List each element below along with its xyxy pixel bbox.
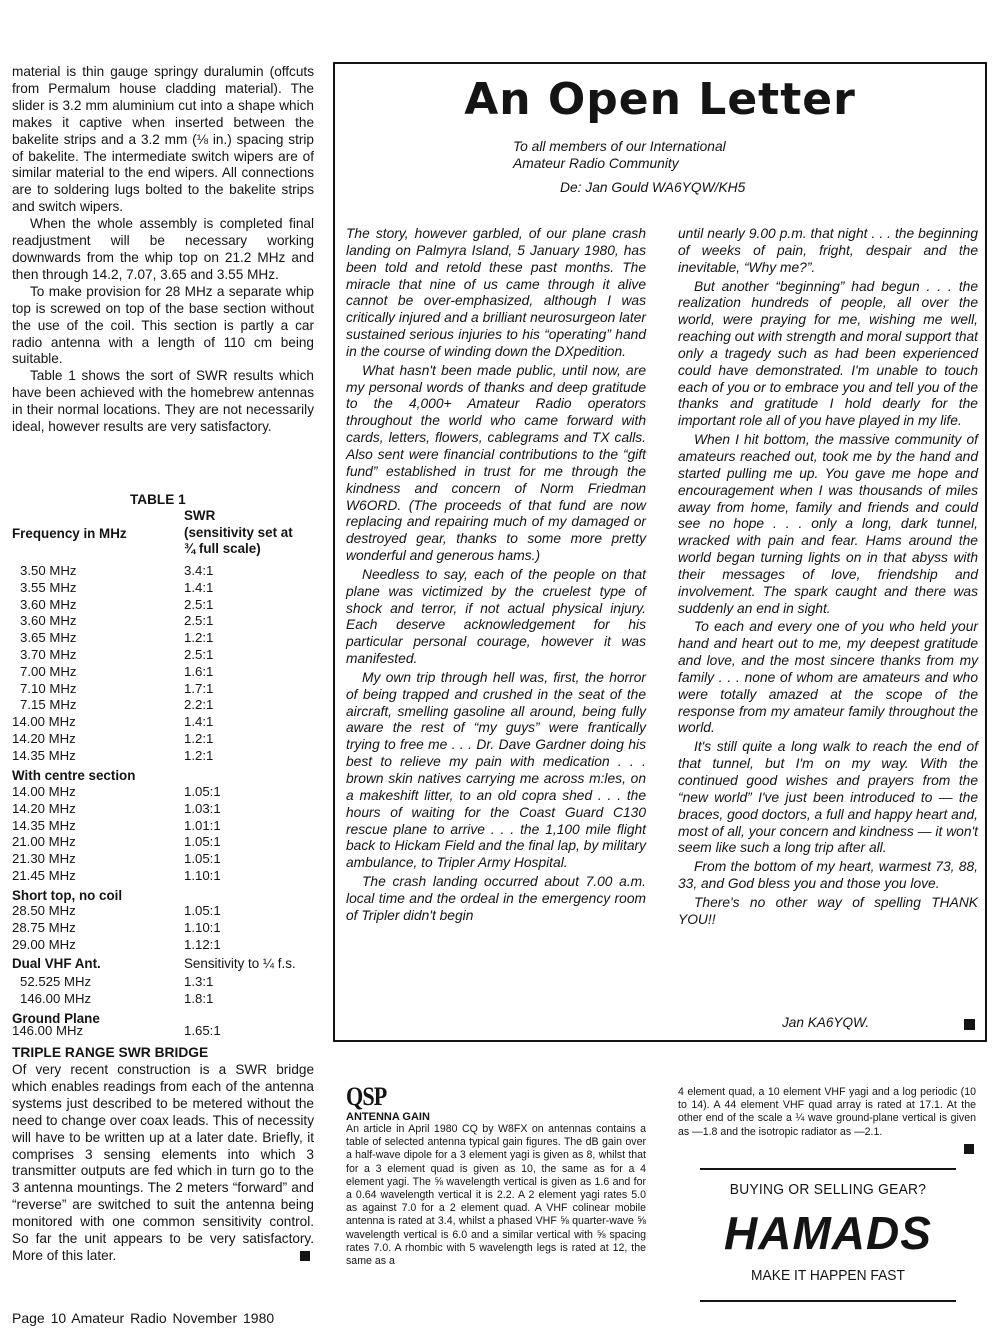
paragraph: Of very recent construction is a SWR bridge which enables readings from each of the antenna systems just described to be metered without the need to change over coax leads. This of necessity will have to be written up at a later date. Briefly, it comprises 3 sensing elements into which 3 transmitter outputs are fed which in turn go to the 3 antenna mountings. The 2 meters “forward” and “reverse” are switched to suit the antenna being monitored with one common sensitivity control. So far the unit appears to be very satisfactory. More of this later.: [12, 1062, 314, 1263]
advert-headline: HAMADS: [724, 1207, 932, 1259]
table-cell-swr: 1.05:1: [184, 834, 221, 850]
table-row: [12, 596, 312, 613]
paragraph: until nearly 9.00 p.m. that night . . . the beginning of weeks of pain, fright, despair and the inevitable, “Why me?”.: [678, 226, 978, 275]
table-cell-swr: 1.01:1: [184, 817, 221, 833]
paragraph: From the bottom of my heart, warmest 73, 88, 33, and God bless you and those you love.: [678, 859, 978, 892]
greeting-line: To all members of our International: [513, 139, 726, 154]
page-footer: Page 10 Amateur Radio November 1980: [12, 1310, 275, 1326]
table-cell-frequency: 3.50 MHz: [20, 563, 77, 578]
table-cell-swr: 1.12:1: [184, 936, 221, 952]
table-cell-swr: 1.05:1: [184, 851, 221, 867]
paragraph: material is thin gauge springy duralumin (offcuts from Permalum house cladding material). The slider is 3.2 mm aluminium cut into a shape which makes it captive when inserted between the bakelite strips and a 3.2 mm (⅛ in.) spacing strip of bakelite. The intermediate switch wipers are of similar material to the end wipers. All connections are to soldering lugs bolted to the bakelite strips and switch wipers.: [12, 64, 314, 215]
letter-from: De: Jan Gould WA6YQW/KH5: [560, 180, 746, 195]
letter-signature: Jan KA6YQW.: [782, 1015, 870, 1030]
table-cell-frequency: 3.65 MHz: [20, 630, 77, 646]
table-cell-frequency: 3.55 MHz: [20, 579, 77, 595]
table-row: [12, 680, 312, 697]
table-section-heading: With centre section: [12, 767, 136, 783]
table-cell-frequency: 14.20 MHz: [12, 731, 76, 746]
table-cell-frequency: 14.35 MHz: [12, 817, 76, 833]
paragraph: To each and every one of you who held your hand and heart out to me, my deepest gratitude and love, and the most sincere thanks from my family . . . none of whom are amateurs and who were totally amazed at the scope of the response from my amateur family throughout the world.: [678, 619, 978, 736]
table-cell-frequency: 3.60 MHz: [20, 613, 77, 629]
table-cell-frequency: 52.525 MHz: [20, 974, 92, 989]
table-row: [12, 936, 312, 953]
table-row: [12, 696, 312, 713]
table-section-heading: Dual VHF Ant.: [12, 956, 101, 972]
table-cell-frequency: 14.00 MHz: [12, 714, 76, 730]
table-row: [12, 902, 312, 919]
table-cell-swr: 1.10:1: [184, 868, 221, 883]
table-cell-frequency: 29.00 MHz: [12, 936, 76, 952]
table-cell-frequency: 7.00 MHz: [20, 663, 77, 679]
advert-bottom-line: MAKE IT HAPPEN FAST: [751, 1267, 905, 1284]
table-cell-frequency: 3.70 MHz: [20, 647, 77, 662]
paragraph: Table 1 shows the sort of SWR results which have been achieved with the homebrew antennas in their normal locations. They are not necessarily ideal, however results are very satisfactory.: [12, 368, 314, 435]
advert-top-line: BUYING OR SELLING GEAR?: [729, 1181, 927, 1198]
qsp-logo: QSP: [346, 1082, 387, 1111]
table-cell-frequency: 7.15 MHz: [20, 697, 77, 713]
table-section-heading: Ground Plane: [12, 1010, 100, 1026]
table-cell-swr: 1.4:1: [184, 714, 214, 730]
table-title: TABLE 1: [130, 492, 186, 507]
table-row: [12, 579, 312, 596]
table-section-heading: Short top, no coil: [12, 887, 123, 903]
table-cell-frequency: 21.45 MHz: [12, 868, 76, 883]
table-cell-frequency: 146.00 MHz: [12, 1023, 84, 1038]
table-cell-frequency: 21.00 MHz: [12, 834, 76, 850]
table-row: [12, 646, 312, 663]
paragraph: When the whole assembly is completed final readjustment will be necessary working downwards from the whip top on 21.2 MHz and then through 14.2, 7.07, 3.65 and 3.55 MHz.: [12, 216, 314, 282]
greeting-line: Amateur Radio Community: [513, 156, 679, 171]
table-cell-swr: 1.3:1: [184, 974, 214, 989]
table-cell-frequency: 7.10 MHz: [20, 680, 77, 696]
table-cell-frequency: 28.50 MHz: [12, 903, 76, 918]
table-col-header-frequency: Frequency in MHz: [12, 526, 127, 541]
table-cell-swr: 1.8:1: [184, 990, 214, 1006]
table-row: [12, 713, 312, 730]
table-cell-swr: 1.2:1: [184, 630, 214, 646]
letter-title: An Open Letter: [464, 74, 856, 125]
left-column-text: [12, 64, 314, 436]
paragraph: There's no other way of spelling THANK YOU!!: [678, 894, 978, 927]
table-cell-frequency: 14.20 MHz: [12, 800, 76, 816]
table-row: [12, 1022, 312, 1039]
table-cell-swr: 1.05:1: [184, 903, 221, 918]
table-cell-swr: 2.2:1: [184, 697, 214, 713]
table-row: [12, 783, 312, 800]
table-row: [12, 973, 312, 990]
paragraph: When I hit bottom, the massive community of amateurs reached out, took me by the hand and started pulling me up. You gave me hope and encouragement when I was thousands of miles away from home, family and friends and could see no hope . . . only a long, dark tunnel, wracked with pain and fear. Hams around the world began turning lights on in that abyss with their messages of love, friendship and involvement. The spark caught and there was suddenly an end in sight.: [678, 432, 978, 616]
table-row: [12, 747, 312, 764]
paragraph: My own trip through hell was, first, the horror of being trapped and crushed in the seat of the aircraft, smelling gasoline all around, being fully aware the rest of “my guys” were frantically trying to free me . . . Dr. Dave Gardner doing his best to relieve my pain with medication . . . brown skin natives carrying me across m:les, on a makeshift litter, to an old copra shed . . . the hours of waiting for the Coast Guard C130 rescue plane to arrive . . . the 1,100 mile flight back to Hickam Field and the final lap, by military ambulance, to Tripler Army Hospital.: [346, 669, 646, 871]
table-row: [12, 833, 312, 850]
table-row: [12, 919, 312, 936]
table-cell-swr: 3.4:1: [184, 563, 214, 578]
table-cell-frequency: 3.60 MHz: [20, 596, 77, 612]
table-row: [12, 629, 312, 646]
table-cell-swr: 2.5:1: [184, 647, 214, 662]
table-cell-frequency: 21.30 MHz: [12, 851, 76, 867]
table-cell-frequency: 14.35 MHz: [12, 747, 76, 763]
bridge-text: [12, 1062, 314, 1265]
table-cell-swr: 1.65:1: [184, 1023, 221, 1038]
table-cell-frequency: 14.00 MHz: [12, 784, 76, 799]
table-row: [12, 817, 312, 834]
table-cell-swr: 1.7:1: [184, 680, 214, 696]
table-row: [12, 730, 312, 747]
paragraph: What hasn't been made public, until now, are my personal words of thanks and deep gratitude to the 4,000+ Amateur Radio operators throughout the world who came forward with cards, letters, flowers, cablegrams and TX calls. Also sent were financial contributions to the “gift fund” established in trust for me through the kindness and concern of Norm Friedman W6ORD. (The proceeds of that fund are now replacing and repairing much of my damaged or destroyed gear, thanks to some more pretty wonderful and generous hams.): [346, 362, 646, 564]
letter-column-b: [678, 226, 978, 931]
qsp-text-a: An article in April 1980 CQ by W8FX on antennas contains a table of selected antenna typical gain figures. The dB gain over a half-wave dipole for a 3 element yagi is given as 8, whilst that for a 3 element quad is given as 10, the same as for a 4 element yagi. The ⅝ wavelength vertical is given as 1.6 and for a 0.64 wavelength vertical it is 2.2. A 2 element yagi rates 5.0 as against 7.0 for a 2 element quad. A VHF colinear mobile antenna is rated at 3.4, whilst a phased VHF ⅝ quarter-wave ⅝ wavelength vertical is 6.0 and a similar vertical with ⅝ spacing rates 7.0. A rhombic with 5 wavelength legs is rated at 12, the same as a: [346, 1123, 646, 1268]
table-col-header-swr-note: ¾ full scale): [184, 541, 261, 556]
table-cell-swr: 1.4:1: [184, 579, 214, 595]
paragraph: It's still quite a long walk to reach the end of that tunnel, but I'm on my way. With the continued good wishes and prayers from the “new world” I've just been introduced to — the braces, good doctors, a full and happy heart and, most of all, your concern and kindness — it won't seem like such a long trip after all.: [678, 739, 978, 856]
table-cell-swr: 1.6:1: [184, 663, 214, 679]
end-mark-icon: [964, 1019, 975, 1030]
paragraph: The crash landing occurred about 7.00 a.m. local time and the ordeal in the emergency room of Tripler didn't begin: [346, 874, 646, 923]
table-section-note: Sensitivity to ¼ f.s.: [184, 956, 296, 972]
table-row: [12, 850, 312, 867]
paragraph: The story, however garbled, of our plane crash landing on Palmyra Island, 5 January 1980, has been told and retold these past months. The miracle that nine of us came through it alive cannot be over-emphasized, although I was critically injured and a brilliant neurosurgeon later sustained serious injuries to his “operating” hand in the course of winding down the DXpedition.: [346, 226, 646, 359]
table-cell-frequency: 146.00 MHz: [20, 990, 92, 1006]
table-row: [12, 663, 312, 680]
table-col-header-swr-note: (sensitivity set at: [184, 525, 293, 540]
table-cell-swr: 1.05:1: [184, 784, 221, 799]
table-cell-swr: 1.2:1: [184, 731, 214, 746]
table-row: [12, 612, 312, 629]
table-row: [12, 867, 312, 884]
paragraph: But another “beginning” had begun . . . the realization hundreds of people, all over the world, were praying for me, wishing me well, reaching out with strength and moral support that only a tragedy such as had been experienced could have demonstrated. I'm unable to touch each of you or to embrace you and tell you of the thanks and gratitude I hold dearly for the important role all of you have played in my life.: [678, 278, 978, 429]
paragraph: To make provision for 28 MHz a separate whip top is screwed on top of the base section without the use of the coil. This section is partly a car radio antenna with a length of 110 cm being suitable.: [12, 283, 314, 367]
table-row: [12, 800, 312, 817]
table-col-header-swr: SWR: [184, 508, 216, 523]
letter-greeting: [513, 138, 726, 172]
paragraph: Needless to say, each of the people on that plane was victimized by the cruelest type of shock and terror, if not actual physical injury. Each deserve acknowledgement for his particular personal courage, however it was manifested.: [346, 566, 646, 667]
letter-column-a: [346, 226, 646, 927]
table-cell-swr: 2.5:1: [184, 596, 214, 612]
qsp-text-b: 4 element quad, a 10 element VHF yagi and a log periodic (10 to 14). A 44 element VHF quad array is rated at 17.1. At the other end of the scale a ¼ wave ground-plane vertical is given as —1.8 and the isotropic radiator as —2.1.: [678, 1086, 976, 1138]
table-row: [12, 990, 312, 1007]
table-cell-swr: 1.03:1: [184, 800, 221, 816]
end-mark-icon: [964, 1144, 974, 1154]
section-heading: TRIPLE RANGE SWR BRIDGE: [12, 1045, 209, 1060]
table-cell-swr: 1.2:1: [184, 747, 214, 763]
table-cell-swr: 1.10:1: [184, 919, 221, 935]
table-cell-frequency: 28.75 MHz: [12, 919, 76, 935]
table-cell-swr: 2.5:1: [184, 613, 214, 629]
table-row: [12, 562, 312, 579]
end-mark-icon: [300, 1251, 310, 1261]
qsp-subtitle: ANTENNA GAIN: [346, 1111, 430, 1123]
